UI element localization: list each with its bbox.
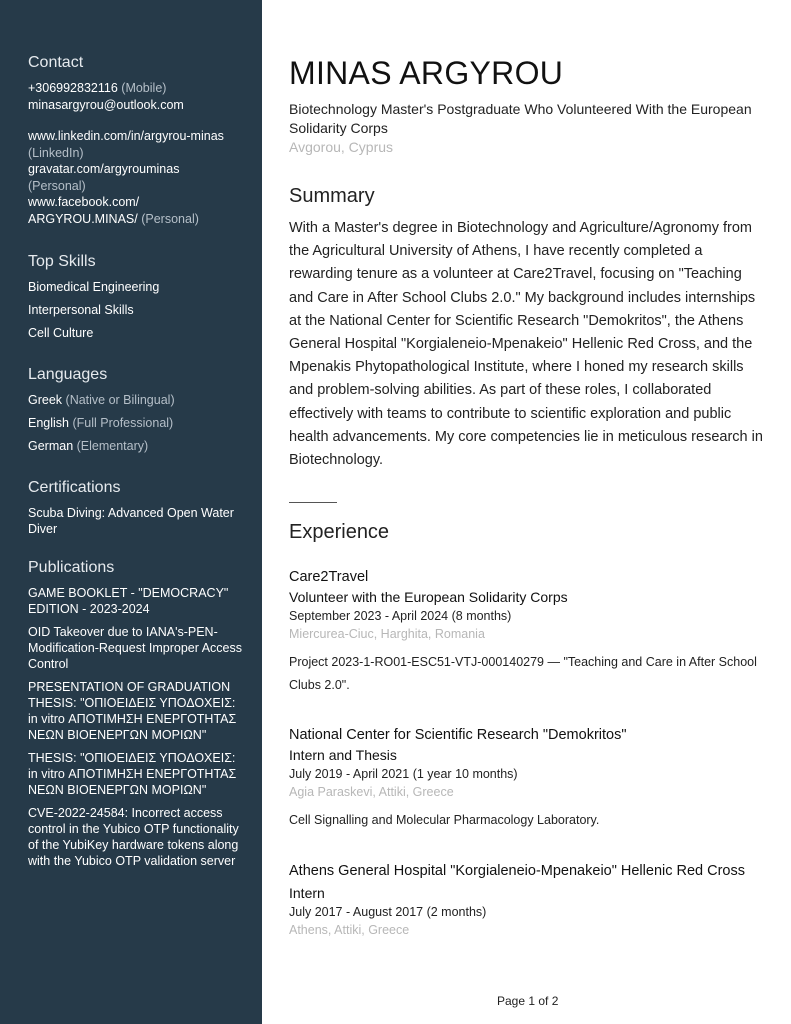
person-name: MINAS ARGYROU bbox=[289, 55, 564, 91]
experience-heading: Experience bbox=[289, 521, 390, 544]
skill-item: Cell Culture bbox=[28, 326, 94, 340]
job-dates: July 2017 - August 2017 (2 months) bbox=[289, 905, 487, 920]
job-company: Athens General Hospital "Korgialeneio-Mpenakeio" Hellenic Red Cross bbox=[289, 863, 745, 880]
publication-item: PRESENTATION OF GRADUATION THESIS: "ΟΠΙΟΕΙΔΕΙΣ ΥΠΟΔΟΧΕΙΣ: in vitro ΑΠΟΤΙΜΗΣΗ ΕΝΕΡΓΟΤΗΤΑΣ ΝΕΩΝ ΒΙΟΕΝΕΡΓΩΝ ΜΟΡΙΩΝ" bbox=[28, 680, 237, 742]
linkedin-type: (LinkedIn) bbox=[28, 145, 84, 160]
language-level: (Elementary) bbox=[76, 439, 149, 453]
publications-heading: Publications bbox=[28, 559, 115, 576]
headline: Biotechnology Master's Postgraduate Who Volunteered With the European Solidarity Corps bbox=[289, 101, 752, 136]
gravatar-type: (Personal) bbox=[28, 178, 86, 193]
publication-item: CVE-2022-24584: Incorrect access control in the Yubico OTP functionality of the YubiKey hardware tokens along with the Yubico OTP validation server bbox=[28, 806, 239, 868]
certification-item: Scuba Diving: Advanced Open Water Diver bbox=[28, 506, 234, 536]
job-company: Care2Travel bbox=[289, 569, 369, 586]
sidebar bbox=[0, 0, 262, 1024]
facebook-link bbox=[28, 211, 244, 228]
job-location: Miercurea-Ciuc, Harghita, Romania bbox=[289, 627, 485, 642]
phone-type: (Mobile) bbox=[121, 81, 167, 95]
job-entry bbox=[289, 567, 769, 697]
job-entry bbox=[289, 725, 769, 832]
publication-item: OID Takeover due to IANA's-PEN-Modification-Request Improper Access Control bbox=[28, 625, 242, 671]
language-name: English bbox=[28, 416, 69, 430]
skill-item: Interpersonal Skills bbox=[28, 303, 134, 317]
job-dates: July 2019 - April 2021 (1 year 10 months) bbox=[289, 767, 518, 782]
facebook-link-line1[interactable]: www.facebook.com/ bbox=[28, 195, 140, 209]
job-title: Volunteer with the European Solidarity Corps bbox=[289, 589, 568, 606]
skills-heading: Top Skills bbox=[28, 253, 96, 270]
facebook-link-line2[interactable]: ARGYROU.MINAS/ bbox=[28, 211, 138, 226]
summary-text: With a Master's degree in Biotechnology and Agriculture/Agronomy from the Agricultural University of Athens, I have recently completed a rewarding tenure as a volunteer at Care2Travel, focusing on "Teaching and Care in After School Clubs 2.0." My background includes internships at the National Center for Scientific Research "Demokritos", the Athens General Hospital "Korgialeneio-Mpenakeio" Hellenic Red Cross, and the Mpenakis Phytopathological Institute, where I honed my research skills and problem-solving abilities. As part of these roles, I collaborated effectively with teams to contribute to scientific exploration and public health advancements. My core competencies lie in meticulous research in Biotechnology. bbox=[289, 220, 763, 469]
linkedin-link[interactable]: www.linkedin.com/in/argyrou-minas bbox=[28, 129, 224, 143]
language-level: (Full Professional) bbox=[72, 416, 174, 430]
page-number: Page 1 of 2 bbox=[497, 994, 559, 1008]
phone bbox=[28, 80, 244, 97]
email[interactable]: minasargyrou@outlook.com bbox=[28, 97, 184, 112]
languages-heading: Languages bbox=[28, 366, 108, 383]
location: Avgorou, Cyprus bbox=[289, 139, 394, 155]
language-item bbox=[28, 415, 244, 431]
job-description: Project 2023-1-RO01-ESC51-VTJ-000140279 — "Teaching and Care in After School Clubs 2.0". bbox=[289, 655, 757, 693]
contact-heading: Contact bbox=[28, 54, 84, 71]
language-name: German bbox=[28, 439, 74, 453]
language-level: (Native or Bilingual) bbox=[65, 393, 175, 407]
summary-heading: Summary bbox=[289, 185, 375, 207]
skill-item: Biomedical Engineering bbox=[28, 280, 160, 294]
job-entry bbox=[289, 860, 769, 939]
job-description: Cell Signalling and Molecular Pharmacology Laboratory. bbox=[289, 813, 600, 828]
publication-item: THESIS: "ΟΠΙΟΕΙΔΕΙΣ ΥΠΟΔΟΧΕΙΣ: in vitro ΑΠΟΤΙΜΗΣΗ ΕΝΕΡΓΟΤΗΤΑΣ ΝΕΩΝ ΒΙΟΕΝΕΡΓΩΝ ΜΟΡΙΩΝ" bbox=[28, 751, 237, 797]
language-item bbox=[28, 438, 244, 454]
section-divider bbox=[289, 502, 337, 503]
certifications-heading: Certifications bbox=[28, 479, 121, 496]
job-company: National Center for Scientific Research "Demokritos" bbox=[289, 727, 627, 744]
publication-item: GAME BOOKLET - "DEMOCRACY" EDITION - 2023-2024 bbox=[28, 586, 229, 616]
skills-section bbox=[28, 253, 244, 341]
job-location: Agia Paraskevi, Attiki, Greece bbox=[289, 785, 454, 800]
publications-section bbox=[28, 559, 244, 869]
languages-section bbox=[28, 366, 244, 454]
job-title: Intern bbox=[289, 885, 325, 902]
language-name: Greek bbox=[28, 393, 63, 407]
job-dates: September 2023 - April 2024 (8 months) bbox=[289, 609, 512, 624]
contact-section bbox=[28, 54, 244, 227]
facebook-type: (Personal) bbox=[141, 211, 199, 226]
job-title: Intern and Thesis bbox=[289, 747, 397, 764]
gravatar-link[interactable]: gravatar.com/argyrouminas bbox=[28, 162, 180, 176]
job-location: Athens, Attiki, Greece bbox=[289, 923, 410, 938]
certifications-section bbox=[28, 479, 244, 537]
main-content bbox=[289, 0, 769, 939]
phone-number[interactable]: +306992832116 bbox=[28, 81, 118, 95]
language-item bbox=[28, 392, 244, 408]
